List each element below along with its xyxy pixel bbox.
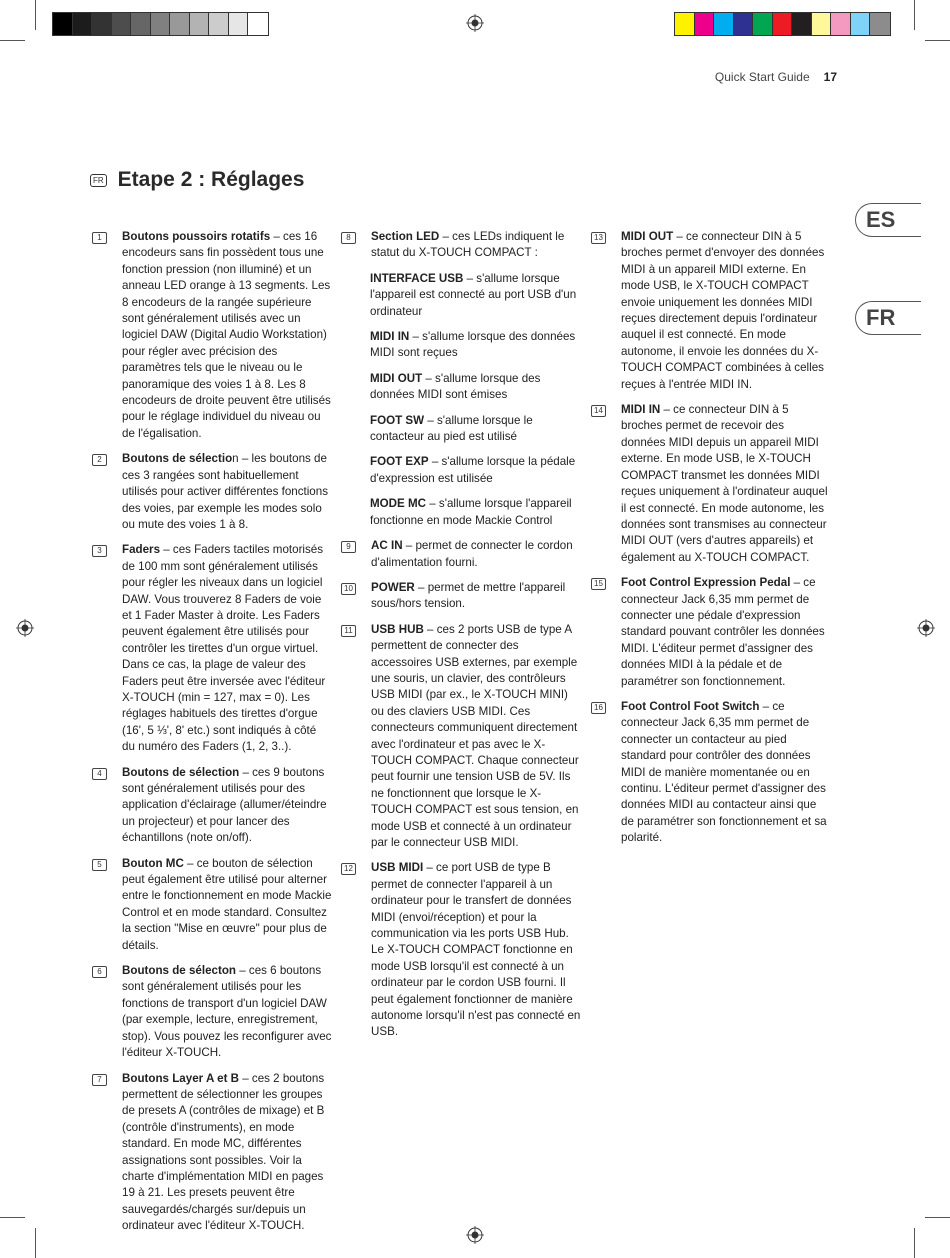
led-label: FOOT SW <box>370 413 425 427</box>
tab-fr[interactable]: FR <box>855 301 921 335</box>
list-item <box>92 963 332 1061</box>
item-label: Faders <box>122 543 161 557</box>
item-number-badge: 13 <box>591 232 606 244</box>
item-number-badge: 11 <box>341 625 356 637</box>
color-swatch <box>812 13 832 35</box>
item-number-badge: 14 <box>591 405 606 417</box>
led-description: – s'allume lorsque la pédale d'expression est utilisée <box>370 455 576 485</box>
item-description: – ces 2 boutons permettent de sélectionner les groupes de presets A (contrôles de mixage) et B (contrôle d'instruments), en mode standard. En mode MC, différentes assignations sont possibles. Voir la charte d'implémentation MIDI en pages 19 à 21. Les presets peuvent être sauvegardés/chargés sur/depuis un ordinateur avec l'éditeur X-TOUCH. <box>122 1071 325 1233</box>
item-number-badge: 9 <box>341 541 356 553</box>
list-item <box>591 699 831 847</box>
item-number-badge: 5 <box>92 859 107 871</box>
item-text <box>621 402 831 566</box>
item-text <box>122 451 332 533</box>
guide-title: Quick Start Guide <box>714 70 810 84</box>
color-swatch <box>831 13 851 35</box>
grayscale-swatch-bar <box>52 12 269 36</box>
led-description: – s'allume lorsque des données MIDI sont reçues <box>370 330 576 360</box>
crop-mark <box>0 1217 25 1218</box>
item-text <box>122 765 332 847</box>
item-number-badge: 8 <box>341 232 356 244</box>
item-label: MIDI IN <box>621 403 661 417</box>
column-2 <box>341 229 581 1050</box>
item-text <box>122 856 332 954</box>
item-description: – ce port USB de type B permet de connecter l'appareil à un ordinateur pour le transfert de données MIDI (envoi/réception) et pour la communication via les ports USB Hub. Le X-TOUCH COMPACT fonctionne en mode USB lorsqu'il est connecté à un ordinateur par le cordon USB fourni. Il peut également fonctionner de manière autonome lorsqu'il n'est pas connecté en USB. <box>371 861 581 1039</box>
item-text <box>122 963 332 1061</box>
list-item <box>92 542 332 755</box>
item-label: Boutons poussoirs rotatifs <box>122 230 271 243</box>
crop-mark <box>925 1217 950 1218</box>
color-swatch <box>792 13 812 35</box>
gray-swatch <box>92 13 112 35</box>
column-1 <box>92 229 332 1244</box>
item-number-badge: 12 <box>341 863 356 875</box>
registration-mark-icon <box>917 619 935 637</box>
gray-swatch <box>73 13 93 35</box>
gray-swatch <box>151 13 171 35</box>
item-description: – ces 16 encodeurs sans fin possèdent tous une fonction pression (non illuminé) et un anneau LED orange à 13 segments. Les 8 encodeurs de la rangée supérieure sont généralement utilisés avec un logiciel DAW (Digital Audio Workstation) pour régler avec précision des paramètres tels que le niveau ou le panoramique des voies 1 à 8. Les 8 encodeurs de droite peuvent être utilisés pour le réglage individuel du niveau ou de l'égalisation. <box>122 230 331 440</box>
item-label: USB HUB <box>371 622 424 636</box>
led-description: – s'allume lorsque des données MIDI sont émises <box>370 371 541 402</box>
registration-mark-icon <box>466 14 484 32</box>
item-label: Section LED <box>371 230 440 243</box>
item-label: Boutons de sélection <box>122 765 240 779</box>
color-swatch-bar <box>674 12 891 36</box>
item-label: Bouton MC <box>122 856 184 870</box>
item-number-badge: 15 <box>591 578 606 590</box>
item-text <box>371 229 581 262</box>
item-description: – permet de mettre l'appareil sous/hors tension. <box>371 580 566 611</box>
led-label: FOOT EXP <box>370 455 429 469</box>
list-item <box>591 229 831 393</box>
crop-mark <box>35 0 36 30</box>
section-title <box>90 168 304 192</box>
column-3 <box>591 229 831 856</box>
item-description: – ce connecteur Jack 6,35 mm permet de connecter une pédale d'expression standard pouvant contrôler les données MIDI. L'éditeur permet d'assigner des données MIDI à la pédale et de paramétrer son fonctionnement. <box>621 576 825 688</box>
led-status-entry <box>370 371 581 404</box>
item-text <box>621 575 831 690</box>
list-item <box>591 575 831 690</box>
list-item <box>341 860 581 1040</box>
gray-swatch <box>131 13 151 35</box>
list-item <box>341 622 581 852</box>
registration-mark-icon <box>16 619 34 637</box>
item-label: Boutons Layer A et B <box>122 1071 240 1085</box>
gray-swatch <box>53 13 73 35</box>
item-number-badge: 2 <box>92 454 107 466</box>
gray-swatch <box>229 13 249 35</box>
led-status-entry <box>370 329 581 362</box>
led-status-entry <box>370 271 581 320</box>
item-label: Boutons de sélecton <box>122 964 237 978</box>
tab-es[interactable]: ES <box>855 203 921 237</box>
led-status-entry <box>370 496 581 529</box>
color-swatch <box>695 13 715 35</box>
item-label: AC IN <box>371 539 403 553</box>
list-item <box>92 229 332 442</box>
item-label: USB MIDI <box>371 861 424 875</box>
item-label: POWER <box>371 580 415 594</box>
crop-mark <box>35 1228 36 1258</box>
item-description: – ces Faders tactiles motorisés de 100 mm sont généralement utilisés pour régler les niveaux dans un logiciel DAW. Vous trouverez 8 Faders de voie et 1 Fader Master à droite. Les Faders peuvent également être utilisés pour contrôler les tirettes d'un orgue virtuel. Dans ce cas, la plage de valeur des Faders peut être inversée avec l'éditeur X-TOUCH (min = 127, max = 0). Les réglages habituels des tirettes d'orgue (16', 5 ⅓', 8' etc.) sont indiqués à côté du numéro des Faders (1, 2, 3..). <box>122 543 326 754</box>
led-label: INTERFACE USB <box>370 271 464 285</box>
page-title: Etape 2 : Réglages <box>117 168 305 191</box>
item-description: – permet de connecter le cordon d'alimentation fourni. <box>371 539 573 569</box>
item-description: – ce connecteur DIN à 5 broches permet d'envoyer des données MIDI à un appareil MIDI externe. En mode USB, le X-TOUCH COMPACT envoie uniquement les données MIDI reçues directement depuis l'ordinateur auquel il est connecté. En mode autonome, il envoie les données du X-TOUCH COMPACT combinées à celles reçues à l'entrée MIDI IN. <box>621 230 825 391</box>
crop-mark <box>914 0 915 30</box>
page-number: 17 <box>823 70 837 84</box>
item-number-badge: 1 <box>92 232 107 244</box>
color-swatch <box>753 13 773 35</box>
item-number-badge: 16 <box>591 702 606 714</box>
item-text <box>621 229 831 393</box>
list-item <box>92 451 332 533</box>
registration-mark-icon <box>466 1226 484 1244</box>
item-text <box>371 580 581 613</box>
led-description: – s'allume lorsque l'appareil est connecté au port USB d'un ordinateur <box>370 271 577 318</box>
item-description: n – les boutons de ces 3 rangées sont habituellement utilisés pour activer différentes fonctions des voies, par exemple les modes solo ou mute des voies 1 à 8. <box>122 452 329 531</box>
gray-swatch <box>170 13 190 35</box>
crop-mark <box>914 1228 915 1258</box>
led-status-entry <box>370 454 581 487</box>
item-number-badge: 10 <box>341 583 356 595</box>
list-item <box>341 580 581 613</box>
item-label: Foot Control Expression Pedal <box>621 576 791 590</box>
gray-swatch <box>209 13 229 35</box>
item-number-badge: 6 <box>92 966 107 978</box>
color-swatch <box>714 13 734 35</box>
led-description: – s'allume lorsque le contacteur au pied est utilisé <box>370 413 533 444</box>
item-description: – ces 6 boutons sont généralement utilisés pour les fonctions de transport d'un logiciel DAW (par exemple, lecture, enregistrement, stop). Vous pouvez les reconfigurer avec l'éditeur X-TOUCH. <box>122 964 332 1060</box>
gray-swatch <box>112 13 132 35</box>
gray-swatch <box>248 13 268 35</box>
gray-swatch <box>190 13 210 35</box>
list-item <box>341 538 581 571</box>
led-label: MIDI OUT <box>370 371 423 385</box>
color-swatch <box>773 13 793 35</box>
color-swatch <box>675 13 695 35</box>
item-text <box>122 542 332 755</box>
item-text <box>122 1071 332 1235</box>
item-description: – ces 9 boutons sont généralement utilisés pour des application d'éclairage (allumer/éteindre un projecteur) et pour lancer des échantillons (note on/off). <box>122 765 327 845</box>
crop-mark <box>0 40 25 41</box>
color-swatch <box>870 13 890 35</box>
led-status-entry <box>370 413 581 446</box>
item-description: – ce connecteur Jack 6,35 mm permet de connecter un contacteur au pied standard pour contrôler des données MIDI de manière momentanée ou en continu. L'éditeur permet d'assigner des données MIDI au contacteur ainsi que de paramétrer son fonctionnement et sa polarité. <box>621 699 827 845</box>
item-number-badge: 7 <box>92 1074 107 1086</box>
item-text <box>371 622 581 852</box>
item-text <box>122 229 332 442</box>
item-label: Boutons de sélectio <box>122 452 233 466</box>
crop-mark <box>925 40 950 41</box>
led-label: MODE MC <box>370 497 427 511</box>
list-item <box>591 402 831 566</box>
item-description: – ce connecteur DIN à 5 broches permet de recevoir des données MIDI depuis un appareil MIDI externe. En mode USB, le X-TOUCH COMPACT transmet les données MIDI reçues uniquement à l'ordinateur auquel il est connecté. En mode autonome, les données sont transmises au connecteur MIDI OUT (vers d'autres appareils) et également au X-TOUCH COMPACT. <box>621 403 828 564</box>
item-description: – ce bouton de sélection peut également être utilisé pour alterner entre le fonctionnement en mode Mackie Control et en mode standard. Consultez la section "Mise en œuvre" pour plus de détails. <box>122 856 332 952</box>
item-label: MIDI OUT <box>621 230 674 243</box>
led-description: – s'allume lorsque l'appareil fonctionne en mode Mackie Control <box>370 497 572 527</box>
item-text <box>371 860 581 1040</box>
list-item <box>341 229 581 262</box>
list-item <box>92 856 332 954</box>
language-badge: FR <box>90 174 107 187</box>
list-item <box>92 1071 332 1235</box>
led-label: MIDI IN <box>370 330 410 344</box>
item-description: – ces LEDs indiquent le statut du X-TOUCH COMPACT : <box>371 230 565 260</box>
item-text <box>371 538 581 571</box>
page-header <box>715 70 837 84</box>
item-number-badge: 3 <box>92 545 107 557</box>
color-swatch <box>851 13 871 35</box>
item-number-badge: 4 <box>92 768 107 780</box>
list-item <box>92 765 332 847</box>
item-text <box>621 699 831 847</box>
color-swatch <box>734 13 754 35</box>
item-description: – ces 2 ports USB de type A permettent de connecter des accessoires USB externes, par exemple une souris, un clavier, des contrôleurs USB MIDI (par ex., le X-TOUCH MINI) ou des claviers USB MIDI. Ces connecteurs communiquent directement avec l'ordinateur et pas avec le X-TOUCH COMPACT. Chaque connecteur peut fournir une tension USB de 5V. Ils ne fonctionnent que lorsque le X-TOUCH COMPACT est sous tension, en mode USB et connecté à un ordinateur par le connecteur USB MIDI. <box>371 622 579 849</box>
item-label: Foot Control Foot Switch <box>621 699 760 713</box>
